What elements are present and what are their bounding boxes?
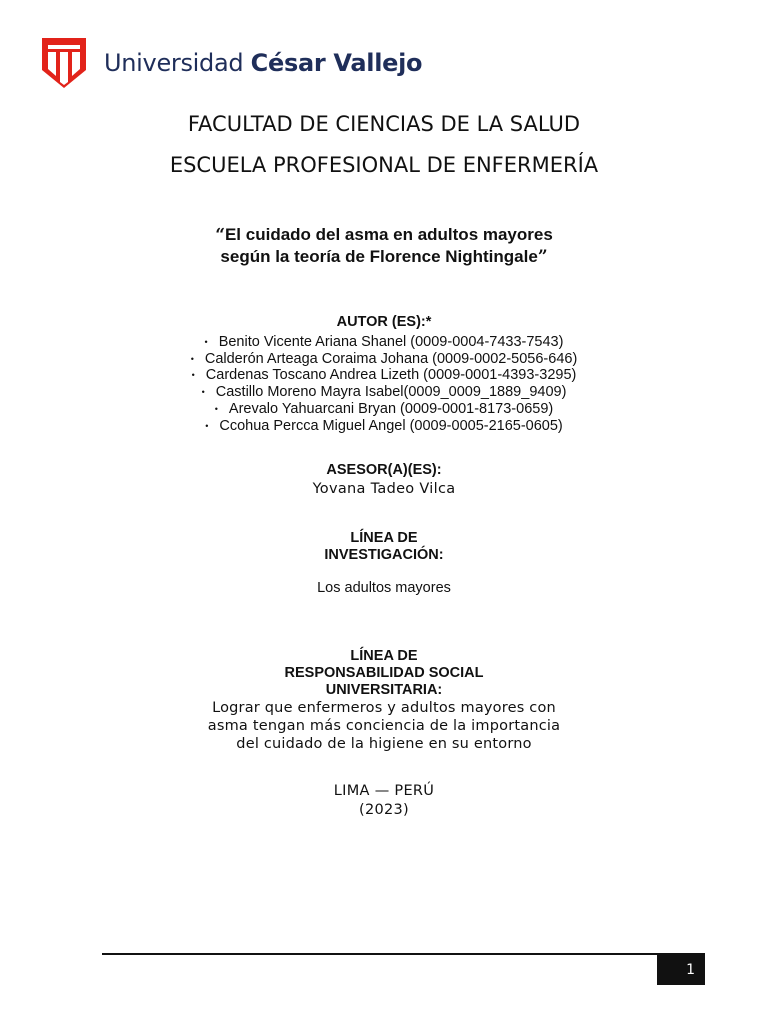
faculty-heading: FACULTAD DE CIENCIAS DE LA SALUD: [187, 112, 581, 136]
bullet-icon: •: [201, 387, 205, 398]
title-open-quote: “: [215, 225, 225, 245]
page-number: 1: [686, 962, 695, 978]
university-logo: [40, 36, 422, 90]
social-line-text-1: Lograr que enfermeros y adultos mayores con: [212, 700, 556, 716]
author-name: Calderón Arteaga Coraima Johana (0009-0002-5056-646): [204, 350, 578, 367]
social-line-text-2: asma tengan más conciencia de la importancia: [207, 718, 561, 734]
author-item: [0, 401, 768, 418]
bullet-icon: •: [214, 403, 218, 414]
author-item: [0, 384, 768, 401]
advisor-label: ASESOR(A)(ES):: [326, 462, 442, 478]
author-item: [0, 334, 768, 351]
author-name: Benito Vicente Ariana Shanel (0009-0004-7433-7543): [218, 334, 564, 351]
advisor-name: Yovana Tadeo Vilca: [312, 481, 456, 497]
university-name-regular: Universidad: [104, 49, 251, 77]
authors-list: [0, 334, 768, 434]
authors-label: AUTOR (ES):*: [336, 314, 432, 330]
title-line-2: [0, 246, 768, 268]
bullet-icon: •: [204, 337, 208, 347]
document-title: [0, 224, 768, 268]
bullet-icon: •: [190, 353, 194, 364]
university-shield-icon: [40, 36, 88, 90]
school-heading: ESCUELA PROFESIONAL DE ENFERMERÍA: [169, 153, 599, 177]
social-line-label-3: UNIVERSITARIA:: [325, 682, 443, 698]
author-item: [0, 418, 768, 435]
research-line-label-1: LÍNEA DE: [350, 530, 418, 546]
author-name: Arevalo Yahuarcani Bryan (0009-0001-8173-0659): [228, 401, 554, 417]
university-name-bold: César Vallejo: [250, 49, 423, 77]
research-line-label-2: INVESTIGACIÓN:: [324, 547, 444, 563]
year-text: (2023): [358, 802, 409, 818]
title-text-line-2: según la teoría de Florence Nightingale: [220, 247, 538, 266]
social-line-label-1: LÍNEA DE: [350, 648, 418, 664]
title-text-line-1: El cuidado del asma en adultos mayores: [224, 225, 553, 244]
title-line-1: [0, 224, 768, 246]
page-number-box: [657, 955, 705, 985]
footer-divider: [102, 953, 705, 955]
author-name: Castillo Moreno Mayra Isabel(0009_0009_1889_9409): [215, 384, 567, 401]
author-item: [0, 351, 768, 368]
social-line-label-2: RESPONSABILIDAD SOCIAL: [284, 665, 484, 681]
social-line-text-3: del cuidado de la higiene en su entorno: [236, 736, 532, 752]
research-line-value: Los adultos mayores: [317, 580, 451, 596]
bullet-icon: •: [191, 370, 195, 381]
research-line-label: [0, 530, 768, 564]
city-text: LIMA — PERÚ: [333, 783, 435, 799]
social-line-label: [0, 648, 768, 699]
author-name: Cardenas Toscano Andrea Lizeth (0009-0001-4393-3295): [205, 367, 577, 384]
bullet-icon: •: [205, 420, 209, 431]
social-line-text: [0, 699, 768, 753]
author-item: [0, 367, 768, 384]
title-close-quote: ”: [537, 247, 548, 267]
university-name: [104, 49, 422, 77]
author-name: Ccohua Percca Miguel Angel (0009-0005-2165-0605): [219, 417, 563, 434]
location-block: [0, 782, 768, 820]
